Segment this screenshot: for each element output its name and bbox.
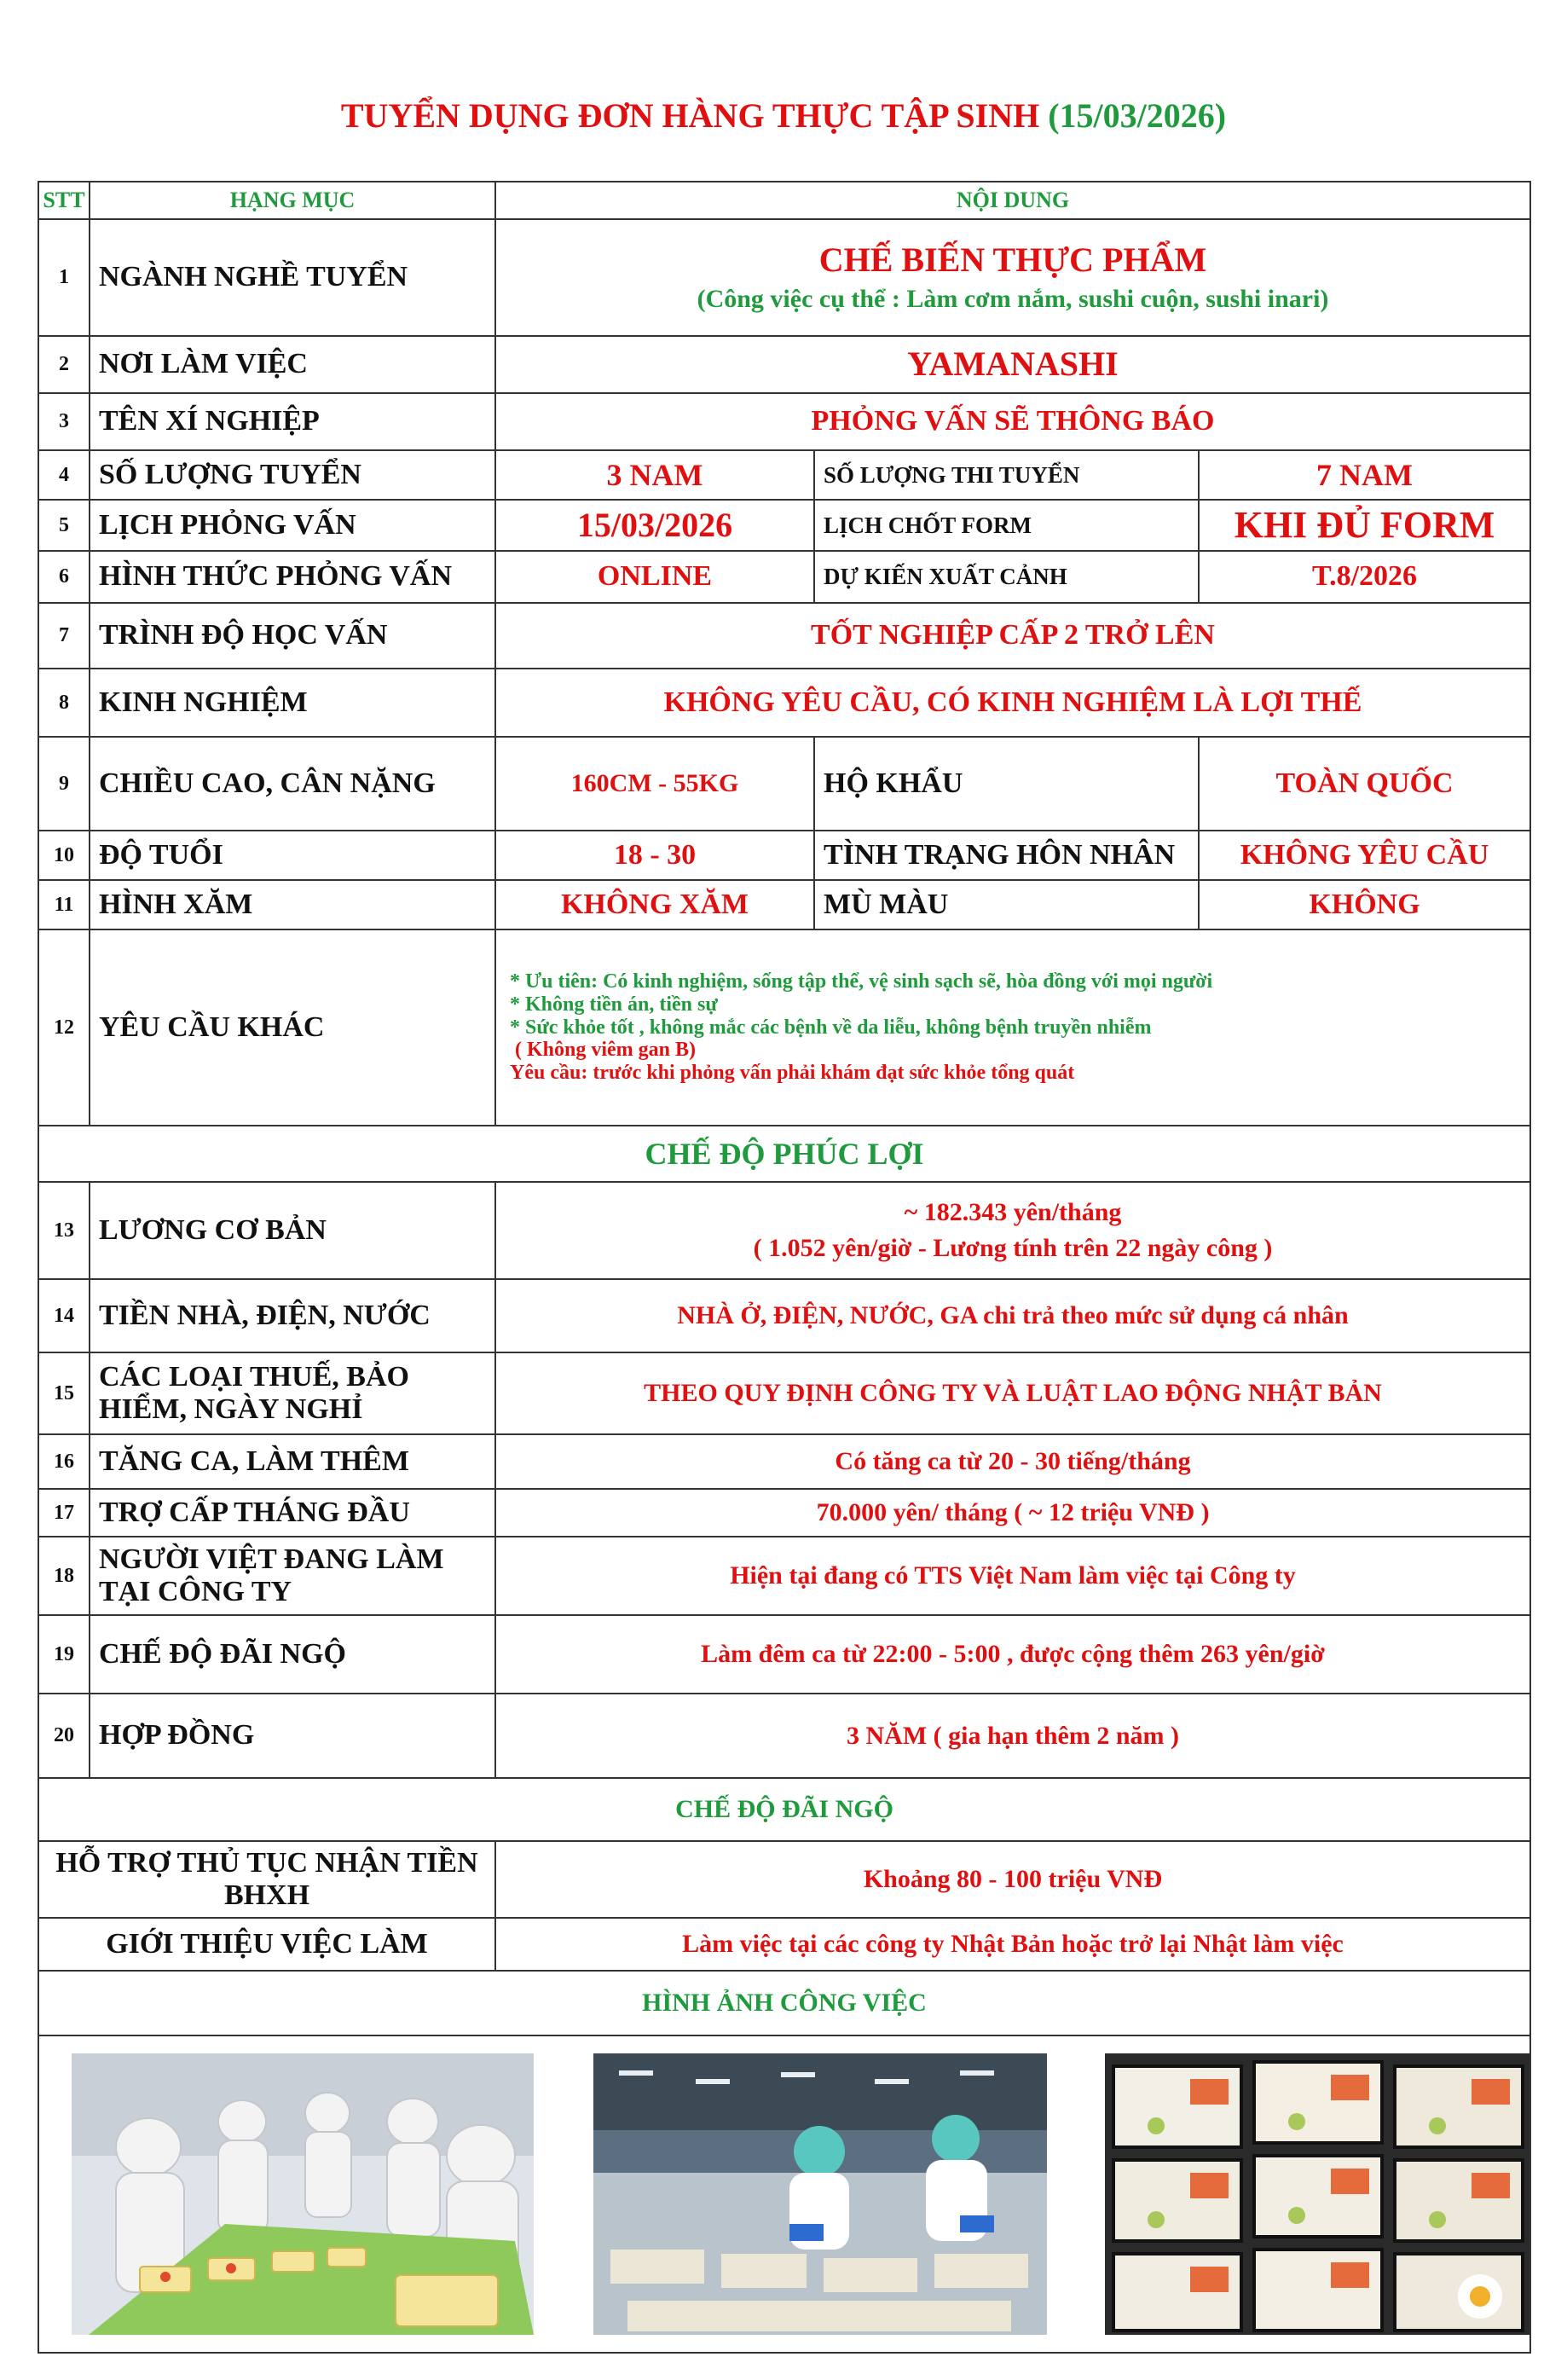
colorblind-value: KHÔNG	[1199, 880, 1530, 929]
requirement-line: * Không tiền án, tiền sự	[510, 993, 718, 1016]
exam-count-value: 7 NAM	[1199, 450, 1530, 500]
education-value: TỐT NGHIỆP CẤP 2 TRỞ LÊN	[495, 603, 1530, 669]
table-row	[38, 219, 1530, 336]
row-number: 18	[38, 1537, 90, 1615]
form-close-value: KHI ĐỦ FORM	[1199, 500, 1530, 551]
row-label: TRÌNH ĐỘ HỌC VẤN	[90, 603, 495, 669]
section-benefits: CHẾ ĐỘ ĐÃI NGỘ	[38, 1778, 1530, 1841]
photo-row	[38, 2035, 1530, 2353]
row-label: SỐ LƯỢNG TUYỂN	[90, 450, 495, 500]
row-label-2: LỊCH CHỐT FORM	[814, 500, 1199, 551]
table-row	[38, 669, 1530, 737]
experience-value: KHÔNG YÊU CẦU, CÓ KINH NGHIỆM LÀ LỢI THẾ	[495, 669, 1530, 737]
other-requirements	[495, 929, 1530, 1126]
row-label: LỊCH PHỎNG VẤN	[90, 500, 495, 551]
requirement-line: Yêu cầu: trước khi phỏng vấn phải khám đạt sức khỏe tổng quát	[510, 1062, 1075, 1085]
job-referral-label: GIỚI THIỆU VIỆC LÀM	[38, 1918, 495, 1971]
requirement-line: * Sức khỏe tốt , không mắc các bệnh về da liễu, không bệnh truyền nhiễm	[510, 1016, 1152, 1039]
row-number: 9	[38, 737, 90, 831]
table-row	[38, 1615, 1530, 1694]
row-label-2: TÌNH TRẠNG HÔN NHÂN	[814, 831, 1199, 880]
interview-date-value: 15/03/2026	[495, 500, 814, 551]
table-row	[38, 336, 1530, 393]
table-row	[38, 1182, 1530, 1279]
section-row	[38, 1126, 1530, 1182]
row-label: NGƯỜI VIỆT ĐANG LÀM TẠI CÔNG TY	[90, 1537, 495, 1615]
header-stt: STT	[38, 182, 90, 219]
table-row	[38, 551, 1530, 603]
interview-type-value: ONLINE	[495, 551, 814, 603]
row-number: 13	[38, 1182, 90, 1279]
row-number: 5	[38, 500, 90, 551]
table-row	[38, 1841, 1530, 1918]
job-referral-value: Làm việc tại các công ty Nhật Bản hoặc trở lại Nhật làm việc	[495, 1918, 1530, 1971]
row-number: 12	[38, 929, 90, 1126]
departure-value: T.8/2026	[1199, 551, 1530, 603]
table-row	[38, 1918, 1530, 1971]
row-number: 6	[38, 551, 90, 603]
table-row	[38, 831, 1530, 880]
header-content: NỘI DUNG	[495, 182, 1530, 219]
row-number: 4	[38, 450, 90, 500]
title-main: TUYỂN DỤNG ĐƠN HÀNG THỰC TẬP SINH	[340, 96, 1040, 135]
salary-note: ( 1.052 yên/giờ - Lương tính trên 22 ngày công )	[753, 1234, 1273, 1262]
age-value: 18 - 30	[495, 831, 814, 880]
requirement-line: ( Không viêm gan B)	[515, 1039, 697, 1062]
workers-photo-1	[72, 2053, 534, 2335]
section-row	[38, 1971, 1530, 2035]
recruitment-table	[38, 181, 1531, 2354]
bento-photo	[1105, 2053, 1530, 2335]
page-title	[0, 96, 1567, 136]
requirement-line: * Ưu tiên: Có kinh nghiệm, sống tập thể, vệ sinh sạch sẽ, hòa đồng với mọi người	[510, 970, 1213, 993]
table-row	[38, 393, 1530, 450]
row-number: 20	[38, 1694, 90, 1778]
row-label: CÁC LOẠI THUẾ, BẢO HIỂM, NGÀY NGHỈ	[90, 1352, 495, 1434]
bhxh-value: Khoảng 80 - 100 triệu VNĐ	[495, 1841, 1530, 1918]
contract-value: 3 NĂM ( gia hạn thêm 2 năm )	[495, 1694, 1530, 1778]
row-label-2: MÙ MÀU	[814, 880, 1199, 929]
row-number: 7	[38, 603, 90, 669]
row-label-2: DỰ KIẾN XUẤT CẢNH	[814, 551, 1199, 603]
row-label: CHIỀU CAO, CÂN NẶNG	[90, 737, 495, 831]
section-welfare: CHẾ ĐỘ PHÚC LỢI	[38, 1126, 1530, 1182]
row-label-2: SỐ LƯỢNG THI TUYỂN	[814, 450, 1199, 500]
section-photos: HÌNH ẢNH CÔNG VIỆC	[38, 1971, 1530, 2035]
marital-value: KHÔNG YÊU CẦU	[1199, 831, 1530, 880]
table-row	[38, 1279, 1530, 1352]
vietnamese-staff-value: Hiện tại đang có TTS Việt Nam làm việc tại Công ty	[495, 1537, 1530, 1615]
row-number: 19	[38, 1615, 90, 1694]
row-number: 15	[38, 1352, 90, 1434]
row-number: 11	[38, 880, 90, 929]
row-label: KINH NGHIỆM	[90, 669, 495, 737]
job-field-value: CHẾ BIẾN THỰC PHẨM	[818, 240, 1207, 280]
height-weight-value: 160CM - 55KG	[495, 737, 814, 831]
row-label: TRỢ CẤP THÁNG ĐẦU	[90, 1489, 495, 1537]
table-row	[38, 500, 1530, 551]
table-row	[38, 929, 1530, 1126]
table-row	[38, 1489, 1530, 1537]
table-row	[38, 1352, 1530, 1434]
row-label: HÌNH XĂM	[90, 880, 495, 929]
row-number: 16	[38, 1434, 90, 1489]
table-row	[38, 1434, 1530, 1489]
housing-value: NHÀ Ở, ĐIỆN, NƯỚC, GA chi trả theo mức sử dụng cá nhân	[495, 1279, 1530, 1352]
table-row	[38, 603, 1530, 669]
row-number: 1	[38, 219, 90, 336]
row-label: CHẾ ĐỘ ĐÃI NGỘ	[90, 1615, 495, 1694]
overtime-value: Có tăng ca từ 20 - 30 tiếng/tháng	[495, 1434, 1530, 1489]
row-label-2: HỘ KHẨU	[814, 737, 1199, 831]
night-shift-value: Làm đêm ca từ 22:00 - 5:00 , được cộng thêm 263 yên/giờ	[495, 1615, 1530, 1694]
row-label: ĐỘ TUỔI	[90, 831, 495, 880]
section-row	[38, 1778, 1530, 1841]
title-date: (15/03/2026)	[1048, 96, 1227, 135]
tattoo-value: KHÔNG XĂM	[495, 880, 814, 929]
recruit-count-value: 3 NAM	[495, 450, 814, 500]
row-label: TĂNG CA, LÀM THÊM	[90, 1434, 495, 1489]
row-label: TIỀN NHÀ, ĐIỆN, NƯỚC	[90, 1279, 495, 1352]
row-label: TÊN XÍ NGHIỆP	[90, 393, 495, 450]
company-value: PHỎNG VẤN SẼ THÔNG BÁO	[495, 393, 1530, 450]
table-row	[38, 737, 1530, 831]
residence-value: TOÀN QUỐC	[1199, 737, 1530, 831]
row-number: 14	[38, 1279, 90, 1352]
row-label: HÌNH THỨC PHỎNG VẤN	[90, 551, 495, 603]
row-number: 2	[38, 336, 90, 393]
tax-value: THEO QUY ĐỊNH CÔNG TY VÀ LUẬT LAO ĐỘNG NHẬT BẢN	[495, 1352, 1530, 1434]
table-row	[38, 880, 1530, 929]
table-header	[38, 182, 1530, 219]
row-number: 3	[38, 393, 90, 450]
row-number: 10	[38, 831, 90, 880]
row-label: LƯƠNG CƠ BẢN	[90, 1182, 495, 1279]
row-number: 17	[38, 1489, 90, 1537]
row-label: HỢP ĐỒNG	[90, 1694, 495, 1778]
row-label: NƠI LÀM VIỆC	[90, 336, 495, 393]
table-row	[38, 1537, 1530, 1615]
allowance-value: 70.000 yên/ tháng ( ~ 12 triệu VNĐ )	[495, 1489, 1530, 1537]
workers-photo-2	[593, 2053, 1047, 2335]
row-label: NGÀNH NGHỀ TUYỂN	[90, 219, 495, 336]
table-row	[38, 1694, 1530, 1778]
row-label: YÊU CẦU KHÁC	[90, 929, 495, 1126]
salary-value: ~ 182.343 yên/tháng	[904, 1198, 1122, 1227]
job-field-note: (Công việc cụ thể : Làm cơm nắm, sushi cuộn, sushi inari)	[697, 285, 1329, 314]
workplace-value: YAMANASHI	[495, 336, 1530, 393]
header-category: HẠNG MỤC	[90, 182, 495, 219]
bhxh-label: HỖ TRỢ THỦ TỤC NHẬN TIỀN BHXH	[38, 1841, 495, 1918]
table-row	[38, 450, 1530, 500]
row-number: 8	[38, 669, 90, 737]
